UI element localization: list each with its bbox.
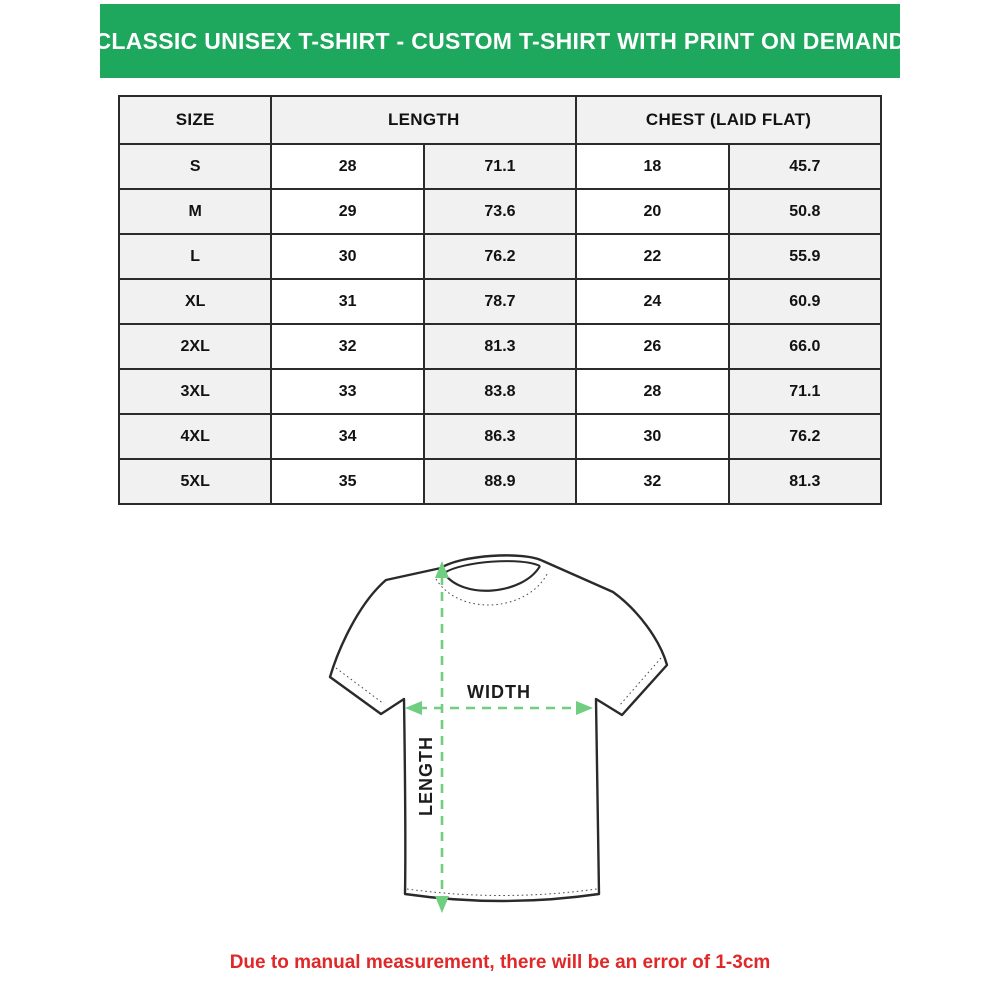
table-header-row	[119, 96, 881, 144]
length-in-cell: 35	[271, 459, 423, 504]
length-cm-cell: 88.9	[424, 459, 576, 504]
size-cell: 5XL	[119, 459, 271, 504]
chest-in-cell: 18	[576, 144, 728, 189]
size-cell: 4XL	[119, 414, 271, 459]
chest-in-cell: 28	[576, 369, 728, 414]
chest-cm-cell: 50.8	[729, 189, 881, 234]
column-header-length: LENGTH	[271, 96, 576, 144]
table-row	[119, 324, 881, 369]
length-cm-cell: 81.3	[424, 324, 576, 369]
length-in-cell: 31	[271, 279, 423, 324]
length-in-cell: 33	[271, 369, 423, 414]
size-cell: 3XL	[119, 369, 271, 414]
column-header-chest: CHEST (LAID FLAT)	[576, 96, 881, 144]
chest-cm-cell: 66.0	[729, 324, 881, 369]
table-row	[119, 414, 881, 459]
table-row	[119, 369, 881, 414]
tshirt-measurement-diagram	[310, 548, 700, 938]
width-label: WIDTH	[467, 682, 531, 702]
length-label: LENGTH	[416, 736, 436, 816]
measurement-disclaimer: Due to manual measurement, there will be an error of 1-3cm	[229, 952, 771, 973]
title-banner	[94, 4, 906, 78]
size-cell: S	[119, 144, 271, 189]
length-cm-cell: 83.8	[424, 369, 576, 414]
tshirt-outline-icon	[330, 555, 667, 901]
page-title: CLASSIC UNISEX T-SHIRT - CUSTOM T-SHIRT WITH PRINT ON DEMAND	[94, 27, 906, 54]
length-in-cell: 34	[271, 414, 423, 459]
chest-cm-cell: 60.9	[729, 279, 881, 324]
length-cm-cell: 71.1	[424, 144, 576, 189]
chest-in-cell: 32	[576, 459, 728, 504]
chest-in-cell: 24	[576, 279, 728, 324]
chest-cm-cell: 71.1	[729, 369, 881, 414]
chest-in-cell: 20	[576, 189, 728, 234]
length-cm-cell: 76.2	[424, 234, 576, 279]
size-cell: M	[119, 189, 271, 234]
table-row	[119, 144, 881, 189]
chest-in-cell: 30	[576, 414, 728, 459]
column-header-size: SIZE	[119, 96, 271, 144]
size-chart	[118, 95, 882, 505]
arrow-down-icon	[435, 896, 449, 913]
chest-cm-cell: 55.9	[729, 234, 881, 279]
table-row	[119, 459, 881, 504]
length-cm-cell: 73.6	[424, 189, 576, 234]
chest-cm-cell: 76.2	[729, 414, 881, 459]
table-row	[119, 279, 881, 324]
chest-cm-cell: 81.3	[729, 459, 881, 504]
length-in-cell: 28	[271, 144, 423, 189]
size-cell: XL	[119, 279, 271, 324]
length-in-cell: 29	[271, 189, 423, 234]
length-in-cell: 30	[271, 234, 423, 279]
size-cell: 2XL	[119, 324, 271, 369]
size-cell: L	[119, 234, 271, 279]
length-cm-cell: 78.7	[424, 279, 576, 324]
length-cm-cell: 86.3	[424, 414, 576, 459]
length-in-cell: 32	[271, 324, 423, 369]
chest-in-cell: 26	[576, 324, 728, 369]
table-row	[119, 234, 881, 279]
chest-cm-cell: 45.7	[729, 144, 881, 189]
chest-in-cell: 22	[576, 234, 728, 279]
table-row	[119, 189, 881, 234]
